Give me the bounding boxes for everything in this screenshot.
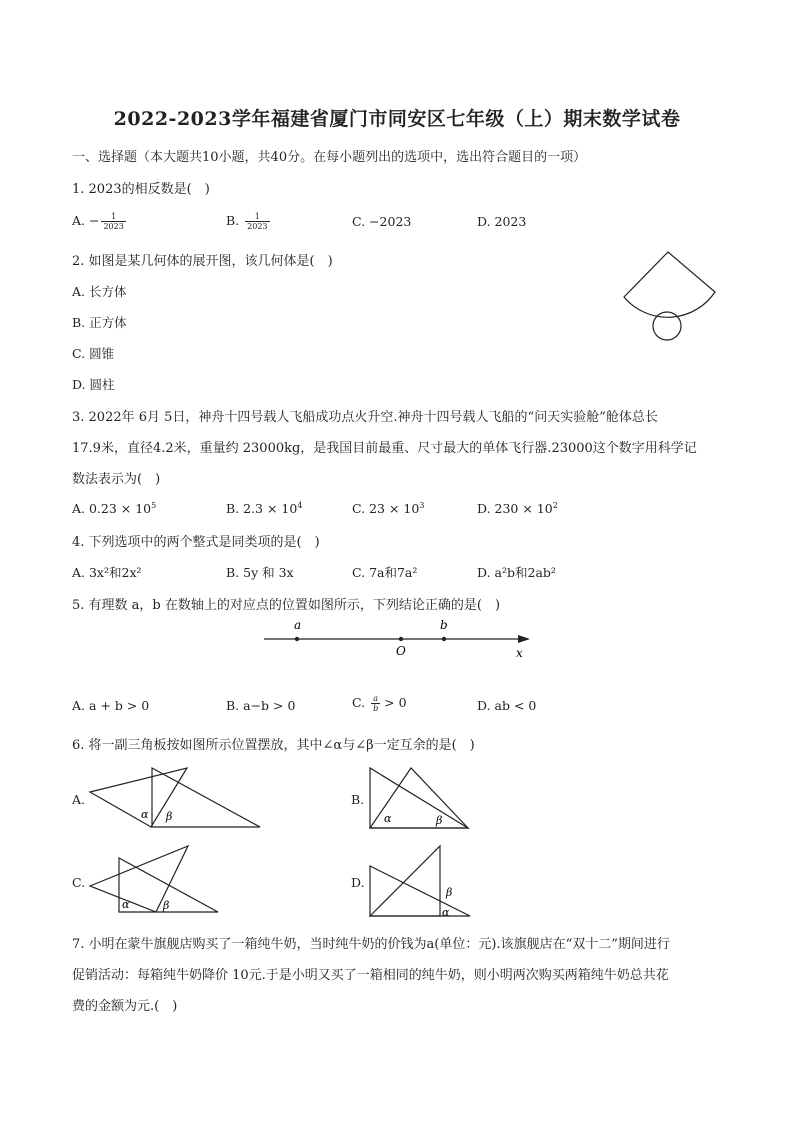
q1-option-d[interactable]: D. 2023 — [477, 214, 527, 229]
q3-option-b[interactable]: B. $2.3 \times 10^4$ — [226, 500, 303, 516]
q1-option-a[interactable] — [72, 212, 126, 231]
q5-option-c[interactable]: C. $\frac{a}{b}$ > 0 — [352, 694, 407, 713]
q1-option-b[interactable] — [226, 212, 270, 231]
q1-option-a-label: A. − — [72, 213, 100, 228]
q1-option-c[interactable]: C. −2023 — [352, 214, 412, 229]
svg-text:β: β — [163, 899, 170, 912]
q4-option-c[interactable]: C. 7a和7a² — [352, 565, 418, 580]
q6-stem: 6. 将一副三角板按如图所示位置摆放，其中∠α与∠β一定互余的是( ) — [72, 738, 475, 753]
q3-option-d[interactable]: D. $230 \times 10^2$ — [477, 500, 558, 516]
q2-stem: 2. 如图是某几何体的展开图，该几何体是( ) — [72, 254, 333, 269]
q1-option-a-fraction: $\frac{1}{2023}$ — [103, 212, 124, 231]
q2-option-b[interactable]: B. 正方体 — [72, 315, 127, 330]
q3-line-2: 17.9米，直径4.2米，重量约 23000kg，是我国目前最重、尺寸最大的单体飞行器.23000这个数字用科学记 — [72, 441, 697, 456]
q6-figure-b — [368, 766, 478, 834]
q4-stem: 4. 下列选项中的两个整式是同类项的是( ) — [72, 535, 320, 550]
q4-option-b[interactable]: B. 5y 和 3x — [226, 565, 294, 580]
q6-option-a[interactable]: A. — [72, 792, 86, 807]
svg-text:β: β — [166, 810, 173, 823]
q1-option-b-fraction: $\frac{1}{2023}$ — [247, 212, 268, 231]
q3-line-3: 数法表示为( ) — [72, 472, 161, 487]
q6-option-b[interactable]: B. — [351, 792, 365, 807]
q3-line-1: 3. 2022年 6月 5日，神舟十四号载人飞船成功点火升空.神舟十四号载人飞船的“问天实验舱”舱体总长 — [72, 410, 658, 425]
q7-line-2: 促销活动：每箱纯牛奶降价 10元.于是小明又买了一箱相同的纯牛奶，则小明两次购买两箱纯牛奶总共花 — [72, 968, 669, 983]
point-b-label: b — [440, 618, 448, 632]
q6-option-d[interactable]: D. — [351, 875, 365, 890]
q2-option-d[interactable]: D. 圆柱 — [72, 377, 115, 392]
q7-line-3: 费的金额为元.( ) — [72, 999, 178, 1014]
q1-stem: 1. 2023的相反数是( ) — [72, 182, 210, 197]
page-title: 2022-2023学年福建省厦门市同安区七年级（上）期末数学试卷 — [113, 108, 681, 130]
svg-text:α: α — [122, 898, 130, 911]
q6-option-c[interactable]: C. — [72, 875, 86, 890]
q7-line-1: 7. 小明在蒙牛旗舰店购买了一箱纯牛奶，当时纯牛奶的价钱为a(单位：元).该旗舰店在“双十二”期间进行 — [72, 937, 670, 952]
q3-option-c[interactable]: C. $23 \times 10^3$ — [352, 500, 425, 516]
axis-x-label: x — [516, 646, 523, 660]
svg-text:α: α — [141, 808, 149, 821]
q5-option-b[interactable]: B. a−b > 0 — [226, 698, 296, 713]
svg-text:α: α — [442, 906, 450, 919]
q6-figure-c — [88, 844, 223, 914]
svg-text:β: β — [436, 814, 443, 827]
q1-option-b-label: B. — [226, 213, 244, 228]
cone-net-figure — [620, 250, 720, 345]
q2-option-a[interactable]: A. 长方体 — [72, 284, 127, 299]
svg-text:β: β — [446, 886, 453, 899]
q5-option-a[interactable]: A. a + b > 0 — [72, 698, 150, 713]
q4-option-d[interactable]: D. a²b和2ab² — [477, 565, 556, 580]
point-a-label: a — [294, 618, 302, 632]
q2-option-c[interactable]: C. 圆锥 — [72, 346, 115, 361]
number-line-figure — [260, 615, 540, 660]
q5-option-d[interactable]: D. ab < 0 — [477, 698, 537, 713]
q4-option-a[interactable]: A. 3x²和2x² — [72, 565, 142, 580]
q5-stem: 5. 有理数 a，b 在数轴上的对应点的位置如图所示，下列结论正确的是( ) — [72, 598, 501, 613]
q3-option-a[interactable]: A. $0.23 \times 10^5$ — [72, 500, 157, 516]
section-heading: 一、选择题（本大题共10小题，共40分。在每小题列出的选项中，选出符合题目的一项） — [72, 150, 587, 165]
origin-label: O — [396, 644, 406, 658]
q6-figure-a — [88, 766, 268, 830]
svg-text:α: α — [384, 812, 392, 825]
q6-figure-d — [368, 844, 478, 920]
